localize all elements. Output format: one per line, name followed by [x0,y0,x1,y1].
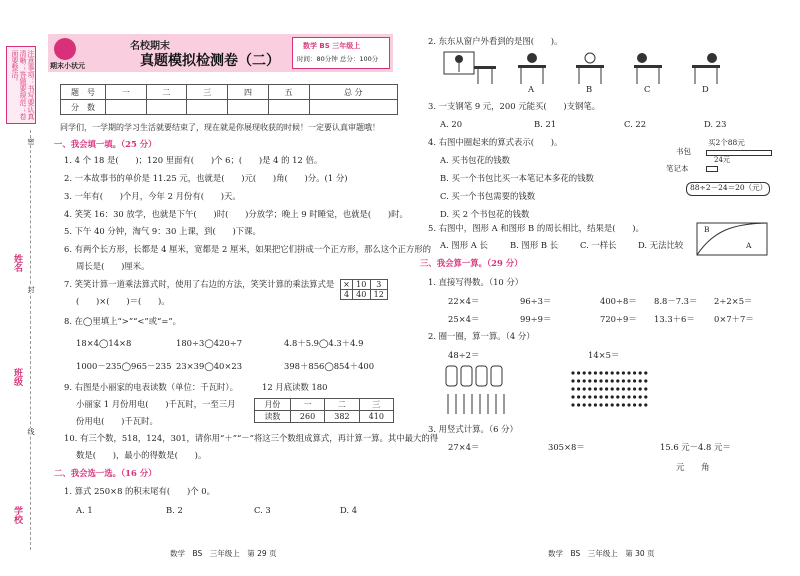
dot [622,387,625,390]
option-c-picture[interactable] [628,50,668,86]
s2-q4: 4. 右图中圈起来的算式表示( )。 [428,137,563,147]
calc-item: 22×4＝ [448,296,480,306]
s1-q7a: 7. 笑笑计算一道乘法算式时，使用了右边的方法，笑笑计算的乘法算式是 [64,279,335,289]
dot [644,403,647,406]
score-cell[interactable] [187,100,228,115]
s1-q3: 3. 一年有( )个月，今年 2 月份有( )天。 [64,191,241,201]
grid-cell: 12 [370,290,388,300]
diagram-bag-bar [706,150,772,156]
dot [639,403,642,406]
dot [627,379,630,382]
dot [571,395,574,398]
s1-q6a: 6. 有两个长方形，长都是 4 厘米，宽都是 2 厘米，如果把它们拼成一个正方形，那么这个正方形的 [64,244,431,254]
dot [605,395,608,398]
margin-label-seal: 封 [27,286,35,293]
s1-q5: 5. 下午 40 分钟，淘气 9：30 上课，到( )下课。 [64,226,261,236]
grid-cell: 3 [370,280,388,290]
diagram-bag-label: 书包 [676,147,691,156]
calc-item: 8.8－7.3＝ [654,296,698,306]
s2-q1-opt[interactable]: B. 2 [166,505,183,515]
q8-item: 18×4◯14×8 [76,338,132,348]
meter-head: 一 [290,399,324,411]
footer-right: 数学 BS 三年级上 第 30 页 [548,549,655,558]
dot [611,403,614,406]
dot [639,371,642,374]
dot [583,395,586,398]
option-d-picture[interactable] [686,50,726,86]
dot [633,395,636,398]
score-label: 分 数 [61,100,106,115]
calc-item: 400÷8＝ [600,296,637,306]
s2-q5: 5. 右图中，图形 A 和图形 B 的周长相比，结果是( )。 [428,223,644,233]
s2-q5-opt[interactable]: D. 无法比较 [638,240,684,250]
s1-q4: 4. 笑笑 16：30 放学，也就是下午( )时( )分放学；晚上 9 时睡觉，也就是( )时。 [64,209,408,219]
logo-text: 名校期末 [130,41,170,52]
dot [622,371,625,374]
margin-label-seal-top: 密 [27,138,35,145]
dot [594,395,597,398]
dot [605,403,608,406]
diagram-formula: 88÷2－24＝20（元） [690,183,768,192]
s2-q4-opt[interactable]: C. 买一个书包需要的钱数 [440,191,536,201]
calc-item: 13.3＋6＝ [654,314,695,324]
dot [639,379,642,382]
shape-a-label: A [746,241,752,250]
header-band [48,34,393,72]
calc-item: 96÷3＝ [520,296,552,306]
subject-line: 数学 BS 三年级上 [303,42,361,50]
dot [633,403,636,406]
diagram-note-label: 笔记本 [666,164,689,173]
vertical-expr: 15.6 元－4.8 元＝ [660,442,731,452]
dot [588,371,591,374]
dot [588,387,591,390]
score-table [60,84,398,115]
notice-text: 注意事项：书写要认真清晰；答题要规范；卷面要整洁。 [11,50,35,120]
s1-q6b: 周长是( )厘米。 [76,261,150,271]
s2-q2-opt[interactable]: B [586,84,593,94]
score-head: 总 分 [309,85,397,100]
q8-item: 4.8＋5.9◯4.3＋4.9 [284,338,364,348]
margin-label-school: 学校 [12,506,22,524]
logo-sub: 期末小状元 [50,62,85,70]
s1-q1: 1. 4 个 18 是( )；120 里面有( )个 6；( )是 4 的 12 倍。 [64,155,323,165]
score-head: 四 [228,85,269,100]
meter-cell: 读数 [255,411,291,423]
dot [616,395,619,398]
dot [599,395,602,398]
vertical-units: 元 角 [676,462,710,472]
dot [583,387,586,390]
dot [639,387,642,390]
intro-text: 同学们，一学期的学习生活就要结束了，现在就是你展现收获的时候！一定要认真审题哦！ [60,123,380,132]
s2-q2-opt[interactable]: D [702,84,709,94]
s2-q2-opt[interactable]: C [644,84,651,94]
s2-q2: 2. 东东从窗户外看到的是图( )。 [428,36,563,46]
s1-q9a: 9. 右图是小丽家的电表读数（单位：千瓦时）。 [64,382,238,392]
score-cell[interactable] [106,100,147,115]
dot [583,379,586,382]
time-line: 时间：80分钟 总分：100分 [297,55,379,63]
dot [622,379,625,382]
score-head: 二 [146,85,187,100]
q8-item: 23×39◯40×23 [176,361,243,371]
s2-q3: 3. 一支钢笔 9 元，200 元能买( )支钢笔。 [428,101,601,111]
q7-grid [340,279,388,300]
s1-q9b: 小丽家 1 月份用电( )千瓦时，一至三月 [76,399,236,409]
q8-item: 180÷3◯420÷7 [176,338,243,348]
dot [571,387,574,390]
shape-b-label: B [704,225,710,234]
s2-q1-opt[interactable]: C. 3 [254,505,271,515]
dot [633,379,636,382]
logo-icon [54,38,76,60]
s2-q4-opt[interactable]: A. 买书包花的钱数 [440,155,510,165]
score-head: 三 [187,85,228,100]
s1-q10a: 10. 有三个数，518，124，301，请你用“＋”“－”将这三个数组成算式，再计算一算。其中最大的得 [64,433,439,443]
section3-title: 三、我会算一算。（29 分） [420,258,523,268]
diagram-note-bar [706,166,718,172]
dot [588,395,591,398]
vertical-expr: 27×4＝ [448,442,480,452]
dot [571,379,574,382]
s3-q2: 2. 圈一圈，算一算。（4 分） [428,331,535,341]
q8-item: 398＋856◯854＋400 [284,361,375,371]
dot [627,387,630,390]
option-a-picture[interactable] [512,50,552,86]
dot [583,403,586,406]
dot [605,387,608,390]
s2-q1-opt[interactable]: D. 4 [340,505,358,515]
score-head: 题 号 [61,85,106,100]
s2-q4-opt[interactable]: D. 买 2 个书包花的钱数 [440,209,530,219]
score-head: 一 [106,85,147,100]
grid-cell: 10 [353,280,370,290]
option-b-picture[interactable] [570,50,610,86]
dot [594,387,597,390]
footer-left: 数学 BS 三年级上 第 29 页 [170,549,277,558]
page-title: 真题模拟检测卷（二） [140,53,280,69]
dot [571,371,574,374]
dashed-line [30,130,31,550]
dot [588,403,591,406]
dot [627,395,630,398]
s2-q3-opt[interactable]: C. 22 [624,119,647,129]
s2-q1-opt[interactable]: A. 1 [76,505,93,515]
q8-item: 1000－235◯965－235 [76,361,172,371]
s1-q10b: 数是( )，最小的得数是( )。 [76,450,207,460]
dot [599,379,602,382]
dot [611,395,614,398]
margin-label-name: 姓名 [12,254,22,272]
meter-cell: 410 [359,411,393,423]
s2-q4-opt[interactable]: B. 买一个书包比买一本笔记本多花的钱数 [440,173,594,183]
circle-expr: 48÷2＝ [448,350,480,360]
s2-q5-opt[interactable]: B. 图形 B 长 [510,240,559,250]
diagram-diff-label: 24元 [714,156,730,164]
dot [611,371,614,374]
s1-q8: 8. 在◯里填上“>”“<”或“=”。 [64,316,182,326]
score-cell[interactable] [146,100,187,115]
dot [616,387,619,390]
s2-q1: 1. 算式 250×8 的积末尾有( )个 0。 [64,486,215,496]
diagram-total-label: 买2个88元 [708,138,745,147]
grid-cell: 4 [341,290,353,300]
dot [644,395,647,398]
section2-title: 二、我会选一选。（16 分） [54,468,157,478]
dot [599,371,602,374]
calc-item: 720÷9＝ [600,314,637,324]
score-cell[interactable] [228,100,269,115]
s3-q1: 1. 直接写得数。（10 分） [428,277,524,287]
meter-cell: 382 [325,411,359,423]
dot [599,403,602,406]
dot [633,371,636,374]
binding-margin [0,0,46,576]
vertical-expr: 305×8＝ [548,442,585,452]
subject-box [292,37,390,69]
dot [644,379,647,382]
dot [616,403,619,406]
window-scene-picture [438,50,500,86]
dot [639,395,642,398]
margin-label-line: 线 [27,428,35,435]
calc-item: 25×4＝ [448,314,480,324]
dot [594,371,597,374]
meter-table-title: 12 月底读数 180 [262,382,328,392]
dot [611,387,614,390]
dot [622,395,625,398]
dot [577,403,580,406]
circle-expr: 14×5＝ [588,350,620,360]
calc-item: 2÷2×5＝ [714,296,753,306]
sticks-picture [444,364,514,416]
dot [627,403,630,406]
dot-grid-picture [570,370,650,408]
s3-q3: 3. 用竖式计算。（6 分） [428,424,518,434]
dot [644,371,647,374]
grid-cell: × [341,280,353,290]
s2-q5-opt[interactable]: C. 一样长 [580,240,617,250]
dot [577,387,580,390]
dot [594,403,597,406]
section1-title: 一、我会填一填。（25 分） [54,139,157,149]
s2-q5-opt[interactable]: A. 图形 A 长 [440,240,488,250]
meter-cell: 260 [290,411,324,423]
dot [594,379,597,382]
calc-item: 0×7＋7＝ [714,314,754,324]
dot [605,379,608,382]
s2-q3-opt[interactable]: A. 20 [440,119,463,129]
dot [611,379,614,382]
dot [571,403,574,406]
notice-box [6,46,36,124]
meter-table [254,398,394,423]
dot [605,371,608,374]
s1-q2: 2. 一本故事书的单价是 11.25 元，也就是( )元( )角( )分。(1 分) [64,173,348,183]
s1-q7b: ( )×( )＝( )。 [76,296,170,306]
margin-label-class: 班级 [12,368,22,386]
dot [616,371,619,374]
dot [599,387,602,390]
dot [616,379,619,382]
meter-head: 月份 [255,399,291,411]
s1-q9c: 份用电( )千瓦时。 [76,416,158,426]
meter-head: 二 [325,399,359,411]
s2-q3-opt[interactable]: D. 23 [704,119,727,129]
dot [644,387,647,390]
s2-q2-opt[interactable]: A [528,84,535,94]
score-head: 五 [268,85,309,100]
dot [577,395,580,398]
meter-head: 三 [359,399,393,411]
dot [577,371,580,374]
dot [627,371,630,374]
dot [622,403,625,406]
grid-cell: 40 [353,290,370,300]
score-cell[interactable] [309,100,397,115]
s2-q3-opt[interactable]: B. 21 [534,119,557,129]
dot [588,379,591,382]
calc-item: 99÷9＝ [520,314,552,324]
score-cell[interactable] [268,100,309,115]
dot [633,387,636,390]
dot [583,371,586,374]
dot [577,379,580,382]
